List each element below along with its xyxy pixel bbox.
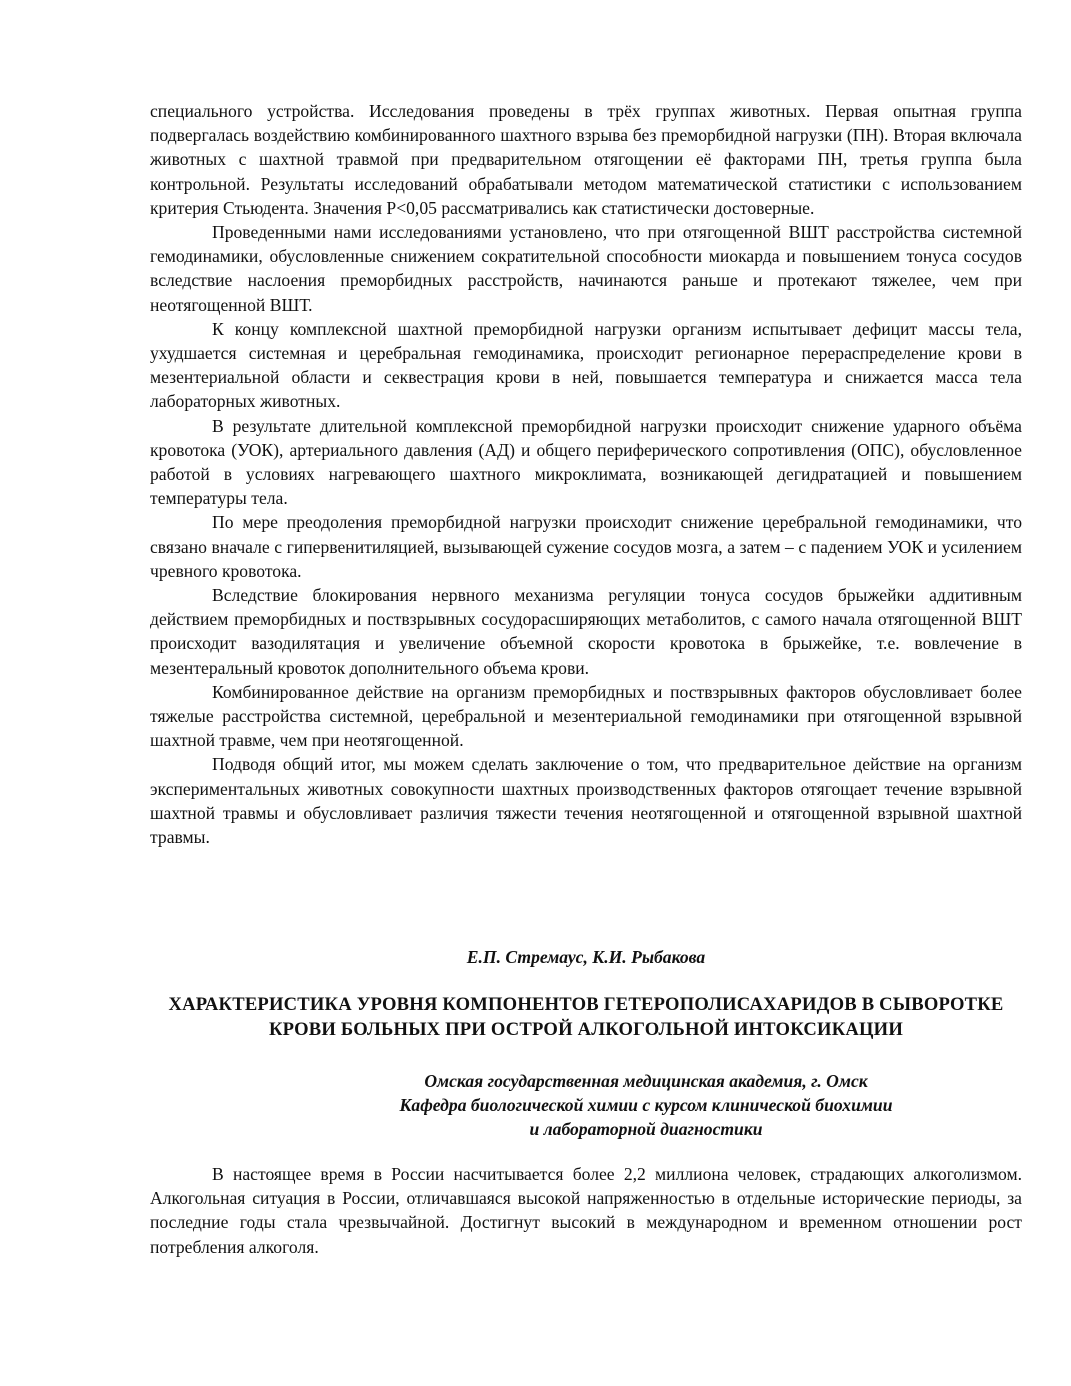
- article-authors: Е.П. Стремаус, К.И. Рыбакова: [466, 947, 706, 967]
- affiliation-line: Кафедра биологической химии с курсом клинической биохимии: [399, 1095, 893, 1116]
- article-body: [150, 1162, 1022, 1259]
- paragraph: Вследствие блокирования нервного механизма регуляции тонуса сосудов брыжейки аддитивным действием преморбидных и поствзрывных сосудорасширяющих метаболитов, с самого начала отягощенной ВШТ происходит вазодилятация и увеличение объемной скорости кровотока в брыжейке, т.е. вовлечение в мезентеральный кровоток дополнительного объема крови.: [150, 585, 1022, 678]
- document-page: [150, 99, 1022, 1257]
- article-title: ХАРАКТЕРИСТИКА УРОВНЯ КОМПОНЕНТОВ ГЕТЕРОПОЛИСАХАРИДОВ В СЫВОРОТКЕ КРОВИ БОЛЬНЫХ ПРИ ОСТРОЙ АЛКОГОЛЬНОЙ ИНТОКСИКАЦИИ: [168, 994, 1004, 1040]
- paragraph: специального устройства. Исследования проведены в трёх группах животных. Первая опытная группа подвергалась воздействию комбинированного шахтного взрыва без преморбидной нагрузки (ПН). Вторая включала животных с шахтной травмой при предварительном отягощении её факторами ПН, третья группа была контрольной. Результаты исследований обрабатывали методом математической статистики с использованием критерия Стьюдента. Значения Р<0,05 рассматривались как статистически достоверные.: [150, 101, 1022, 218]
- article-affiliation: [270, 1069, 1022, 1142]
- paragraph: По мере преодоления преморбидной нагрузки происходит снижение церебральной гемодинамики, что связано вначале с гипервенитиляцией, вызывающей сужение сосудов мозга, а затем – с падением УОК и усилением чревного кровотока.: [150, 512, 1022, 581]
- paragraph: Проведенными нами исследованиями установлено, что при отягощенной ВШТ расстройства системной гемодинамики, обусловленные снижением сократительной способности миокарда и повышением тонуса сосудов вследствие наслоения преморбидных расстройств, начинаются раньше и протекают тяжелее, чем при неотягощенной ВШТ.: [150, 222, 1022, 315]
- paragraph: В настоящее время в России насчитывается более 2,2 миллиона человек, страдающих алкоголизмом. Алкогольная ситуация в России, отличавшаяся высокой напряженностью в отдельные исторические периоды, за последние годы стала чрезвычайной. Достигнут высокий в международном и временном отношении рост потребления алкоголя.: [150, 1164, 1022, 1257]
- previous-article-body: [150, 99, 1022, 849]
- paragraph: К концу комплексной шахтной преморбидной нагрузки организм испытывает дефицит массы тела, ухудшается системная и церебральная гемодинамика, происходит регионарное перераспределение крови в мезентериальной области и секвестрация крови в ней, повышается температура и снижается масса тела лабораторных животных.: [150, 318, 1022, 412]
- paragraph: Подводя общий итог, мы можем сделать заключение о том, что предварительное действие на организм экспериментальных животных совокупности шахтных производственных факторов отягощает течение взрывной шахтной травмы и обусловливает различия тяжести течения неотягощенной и отягощенной взрывной шахтной травмы.: [150, 754, 1022, 848]
- affiliation-line: и лабораторной диагностики: [529, 1119, 763, 1140]
- affiliation-line: Омская государственная медицинская академия, г. Омск: [424, 1071, 868, 1091]
- paragraph: В результате длительной комплексной преморбидной нагрузки происходит снижение ударного объёма кровотока (УОК), артериального давления (АД) и общего периферического сопротивления (ОПС), обусловленное работой в условиях нагревающего шахтного микроклимата, возникающей дегидратацией и повышением температуры тела.: [150, 415, 1022, 509]
- paragraph: Комбинированное действие на организм преморбидных и поствзрывных факторов обусловливает более тяжелые расстройства системной, церебральной и мезентериальной гемодинамики при отягощенной взрывной шахтной травме, чем при неотягощенной.: [150, 681, 1022, 751]
